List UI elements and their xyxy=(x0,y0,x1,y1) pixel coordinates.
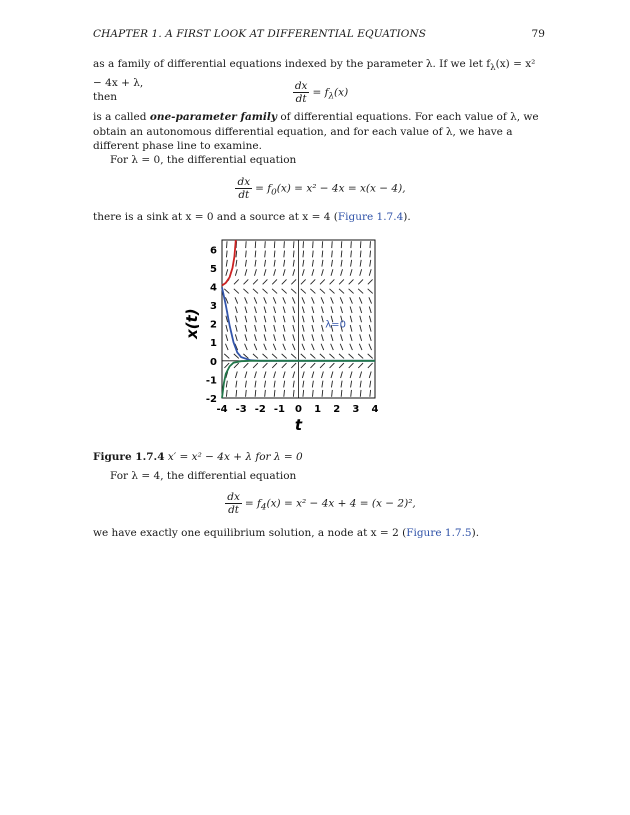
slope-segment xyxy=(350,316,352,323)
slope-segment xyxy=(339,279,344,284)
x-tick-label: 3 xyxy=(352,404,360,415)
slope-segment xyxy=(293,325,295,332)
slope-segment xyxy=(224,354,229,359)
slope-segment xyxy=(274,334,276,341)
slope-segment xyxy=(350,306,352,313)
slope-segment xyxy=(272,279,277,284)
slope-segment xyxy=(321,371,323,378)
slope-segment xyxy=(293,306,295,313)
slope-segment xyxy=(321,306,323,313)
slope-segment xyxy=(310,363,315,368)
slope-segment xyxy=(274,251,275,258)
x-tick-label: 1 xyxy=(314,404,322,415)
slope-segment xyxy=(234,279,239,284)
slope-segment xyxy=(303,260,304,267)
slope-segment xyxy=(312,325,314,332)
slope-segment xyxy=(235,334,237,341)
slope-segment xyxy=(370,381,371,388)
slope-segment xyxy=(226,334,228,341)
slope-segment xyxy=(331,334,333,341)
slope-segment xyxy=(340,344,343,350)
slope-segment xyxy=(264,334,266,341)
slope-segment xyxy=(284,381,285,388)
x-tick-label: 0 xyxy=(295,404,302,415)
slope-segment xyxy=(264,269,266,276)
slope-segment xyxy=(236,260,237,267)
slope-segment xyxy=(360,316,362,323)
slope-segment xyxy=(320,289,325,294)
slope-segment xyxy=(255,390,256,397)
slope-segment xyxy=(235,371,237,378)
slope-segment xyxy=(369,306,371,313)
x-tick-label: -3 xyxy=(235,404,247,415)
x-tick-label: -4 xyxy=(216,404,228,415)
slope-segment xyxy=(263,289,268,294)
slope-segment xyxy=(310,289,315,294)
slope-segment xyxy=(283,306,285,313)
y-tick-label: 6 xyxy=(210,245,217,257)
slope-segment xyxy=(254,306,256,313)
slope-segment xyxy=(331,344,334,350)
slope-segment xyxy=(331,381,332,388)
slope-segment xyxy=(274,260,275,267)
slope-segment xyxy=(341,251,342,258)
slope-segment xyxy=(350,325,352,332)
slope-segment xyxy=(302,297,305,303)
slope-segment xyxy=(245,297,248,303)
slope-segment xyxy=(368,279,373,284)
paragraph-3: For λ = 0, the differential equation xyxy=(110,154,297,166)
slope-segment xyxy=(284,390,285,397)
slope-segment xyxy=(350,297,353,303)
x-tick-label: 2 xyxy=(333,404,341,415)
slope-segment xyxy=(245,325,247,332)
slope-segment xyxy=(293,371,295,378)
slope-segment xyxy=(264,371,266,378)
slope-segment xyxy=(331,260,332,267)
slope-segment xyxy=(263,354,268,359)
y-axis-label: x(t) xyxy=(183,308,201,339)
slope-segment xyxy=(224,289,229,294)
slope-segment xyxy=(369,316,371,323)
slope-segment xyxy=(291,354,296,359)
slope-segment xyxy=(264,325,266,332)
slope-segment xyxy=(255,325,257,332)
x-tick-label: -2 xyxy=(254,404,266,415)
slope-segment xyxy=(292,344,295,350)
slope-segment xyxy=(274,381,275,388)
slope-segment xyxy=(245,344,248,350)
slope-segment xyxy=(282,363,287,368)
paragraph-5: For λ = 4, the differential equation xyxy=(110,470,297,482)
slope-segment xyxy=(341,306,343,313)
slope-segment xyxy=(310,279,315,284)
slope-segment xyxy=(283,344,286,350)
x-tick-label: -1 xyxy=(273,404,285,415)
slope-segment xyxy=(350,371,352,378)
y-tick-label: 4 xyxy=(210,282,217,294)
slope-segment xyxy=(359,344,362,350)
slope-segment xyxy=(226,390,227,397)
slope-segment xyxy=(302,344,305,350)
slope-segment xyxy=(254,344,257,350)
slope-segment xyxy=(293,260,294,267)
slope-segment xyxy=(282,354,287,359)
slope-segment xyxy=(368,363,373,368)
slope-segment xyxy=(321,297,324,303)
slope-segment xyxy=(310,354,315,359)
solution-curve xyxy=(222,240,236,286)
slope-segment xyxy=(301,354,306,359)
slope-segment xyxy=(302,306,304,313)
slope-segment xyxy=(369,325,371,332)
slope-segment xyxy=(358,363,363,368)
slope-segment xyxy=(253,289,258,294)
slope-segment xyxy=(225,344,228,350)
slope-segment xyxy=(349,279,354,284)
slope-segment xyxy=(274,390,275,397)
slope-segment xyxy=(351,251,352,258)
slope-segment xyxy=(321,269,323,276)
slope-segment xyxy=(301,363,306,368)
slope-segment xyxy=(291,279,296,284)
slope-segment xyxy=(302,316,304,323)
slope-segment xyxy=(341,260,342,267)
slope-segment xyxy=(339,289,344,294)
slope-segment xyxy=(263,279,268,284)
slope-segment xyxy=(312,251,313,258)
slope-segment xyxy=(370,251,371,258)
slope-segment xyxy=(369,334,371,341)
slope-segment xyxy=(359,297,362,303)
slope-segment xyxy=(303,390,304,397)
slope-segment xyxy=(358,354,363,359)
slope-segment xyxy=(349,363,354,368)
x-tick-label: 4 xyxy=(371,404,379,415)
paragraph-2: is a called one-parameter family of differential equations. For each value of λ, we obtain an autonomous differential equation, and for each value of λ, we have a different phase line to examine. xyxy=(93,111,539,152)
slope-segment xyxy=(331,306,333,313)
slope-segment xyxy=(264,306,266,313)
y-tick-label: 5 xyxy=(210,263,217,275)
slope-segment xyxy=(341,269,343,276)
slope-segment xyxy=(360,260,361,267)
paragraph-6: we have exactly one equilibrium solution, a node at x = 2 (Figure 1.7.5). xyxy=(93,527,480,539)
slope-segment xyxy=(282,279,287,284)
slope-segment xyxy=(245,316,247,323)
slope-segment xyxy=(265,251,266,258)
slope-segment xyxy=(360,251,361,258)
slope-segment xyxy=(244,279,249,284)
slope-segment xyxy=(368,354,373,359)
slope-segment xyxy=(263,363,268,368)
y-tick-label: 3 xyxy=(210,301,217,313)
slope-segment xyxy=(303,251,304,258)
slope-segment xyxy=(369,269,371,276)
slope-segment xyxy=(301,279,306,284)
slope-segment xyxy=(235,306,237,313)
slope-segment xyxy=(283,297,286,303)
figure-link-1-7-5[interactable]: Figure 1.7.5 xyxy=(406,527,472,539)
slope-segment xyxy=(351,260,352,267)
figure-link-1-7-4[interactable]: Figure 1.7.4 xyxy=(337,211,404,223)
slope-segment xyxy=(350,344,353,350)
slope-segment xyxy=(282,289,287,294)
slope-segment xyxy=(312,269,314,276)
slope-segment xyxy=(350,334,352,341)
slope-segment xyxy=(244,363,249,368)
slope-segment xyxy=(246,251,247,258)
slope-segment xyxy=(265,381,266,388)
slope-segment xyxy=(320,279,325,284)
equation-2: $\frac{dx}{dt}$ = $f_0(x) = x^2 - 4x = x(x - 4)$, xyxy=(237,176,406,201)
slope-segment xyxy=(293,334,295,341)
slope-segment xyxy=(302,269,304,276)
slope-segment xyxy=(360,381,361,388)
slope-segment xyxy=(255,251,256,258)
slope-segment xyxy=(283,269,285,276)
slope-segment xyxy=(341,381,342,388)
slope-segment xyxy=(303,381,304,388)
slope-segment xyxy=(243,289,248,294)
caption-label: Figure 1.7.4 xyxy=(93,451,165,463)
slope-segment xyxy=(360,371,362,378)
slope-segment xyxy=(245,269,247,276)
slope-segment xyxy=(235,325,237,332)
y-tick-label: -1 xyxy=(205,375,217,387)
slope-segment xyxy=(283,371,285,378)
slope-segment xyxy=(312,306,314,313)
slope-segment xyxy=(312,390,313,397)
slope-segment xyxy=(320,354,325,359)
slope-segment xyxy=(320,363,325,368)
page-number: 79 xyxy=(531,28,545,40)
fraction-dxdt: $\frac{dx}{dt}$ xyxy=(294,80,308,105)
slope-segment xyxy=(312,297,315,303)
slope-segment xyxy=(293,316,295,323)
slope-segment xyxy=(272,354,277,359)
slope-segment xyxy=(265,260,266,267)
slope-segment xyxy=(322,381,323,388)
slope-segment xyxy=(273,297,276,303)
paragraph-1: as a family of differential equations indexed by the parameter λ. If we let $f_\lambda(x) = x^2 - 4x + \lambda$, then xyxy=(93,58,536,104)
slope-segment xyxy=(293,269,295,276)
slope-segment xyxy=(253,354,258,359)
slope-segment xyxy=(341,334,343,341)
slope-segment xyxy=(341,371,343,378)
chapter-title: CHAPTER 1. A FIRST LOOK AT DIFFERENTIAL EQUATIONS xyxy=(93,28,427,40)
phase-plot xyxy=(185,232,385,437)
slope-segment xyxy=(235,269,237,276)
slope-segment xyxy=(349,289,354,294)
slope-segment xyxy=(236,390,237,397)
slope-segment xyxy=(360,390,361,397)
slope-segment xyxy=(340,297,343,303)
slope-segment xyxy=(358,279,363,284)
slope-segment xyxy=(350,269,352,276)
slope-segment xyxy=(330,363,335,368)
slope-segment xyxy=(312,334,314,341)
slope-segment xyxy=(253,363,258,368)
slope-segment xyxy=(370,390,371,397)
slope-segment xyxy=(253,279,258,284)
slope-segment xyxy=(245,306,247,313)
slope-segment xyxy=(369,371,371,378)
slope-segment xyxy=(255,269,257,276)
slope-segment xyxy=(331,269,333,276)
slope-segment xyxy=(341,390,342,397)
slope-segment xyxy=(312,260,313,267)
slope-segment xyxy=(321,344,324,350)
slope-segment xyxy=(321,334,323,341)
equation-1: $\frac{dx}{dt}$ = $f_\lambda(x)$ xyxy=(294,80,349,105)
term-one-parameter-family: one-parameter family xyxy=(149,111,277,123)
slope-segment xyxy=(332,251,333,258)
slope-segment xyxy=(339,363,344,368)
slope-segment xyxy=(255,371,257,378)
plot-axes xyxy=(222,240,375,398)
lambda-annotation: λ=0 xyxy=(325,319,346,331)
slope-segment xyxy=(234,289,239,294)
slope-segment xyxy=(226,260,227,267)
slope-segment xyxy=(322,260,323,267)
y-tick-label: -2 xyxy=(205,394,217,405)
slope-segment xyxy=(322,251,323,258)
slope-segment xyxy=(351,381,352,388)
slope-segment xyxy=(312,371,314,378)
y-tick-label: 2 xyxy=(210,319,217,331)
caption-text: x′ = x² − 4x + λ for λ = 0 xyxy=(167,451,303,463)
slope-segment xyxy=(264,344,267,350)
slope-segment xyxy=(236,251,237,258)
slope-segment xyxy=(293,381,294,388)
slope-segment xyxy=(312,316,314,323)
slope-segment xyxy=(245,381,246,388)
slope-segment xyxy=(332,390,333,397)
slope-segment xyxy=(254,334,256,341)
slope-segment xyxy=(302,334,304,341)
slope-segment xyxy=(272,289,277,294)
slope-segment xyxy=(329,354,334,359)
slope-segment xyxy=(369,297,372,303)
slope-segment xyxy=(245,260,246,267)
slope-segment xyxy=(234,363,239,368)
y-tick-label: 0 xyxy=(210,356,217,368)
slope-segment xyxy=(339,354,344,359)
slope-segment xyxy=(329,289,334,294)
slope-segment xyxy=(255,260,256,267)
slope-segment xyxy=(292,297,295,303)
slope-segment xyxy=(291,363,296,368)
slope-segment xyxy=(293,390,294,397)
slope-segment xyxy=(322,316,324,323)
slope-segment xyxy=(312,344,315,350)
slope-segment xyxy=(274,306,276,313)
x-axis-label: t xyxy=(294,416,303,434)
slope-segment xyxy=(235,316,237,323)
running-header xyxy=(93,27,545,42)
slope-segment xyxy=(322,390,323,397)
slope-segment xyxy=(235,297,238,303)
figure-caption xyxy=(93,450,545,465)
slope-segment xyxy=(226,381,227,388)
slope-segment xyxy=(272,363,277,368)
slope-segment xyxy=(283,334,285,341)
slope-segment xyxy=(368,289,373,294)
slope-segment xyxy=(254,297,257,303)
slope-segment xyxy=(358,289,363,294)
paragraph-4: there is a sink at x = 0 and a source at x = 4 (Figure 1.7.4). xyxy=(93,211,411,223)
slope-segment xyxy=(283,325,285,332)
slope-segment xyxy=(293,251,294,258)
slope-segment xyxy=(291,289,296,294)
slope-segment xyxy=(360,334,362,341)
slope-segment xyxy=(245,371,247,378)
slope-segment xyxy=(274,371,276,378)
slope-segment xyxy=(264,297,267,303)
slope-segment xyxy=(226,269,228,276)
slope-segment xyxy=(284,260,285,267)
slope-segment xyxy=(246,390,247,397)
slope-segment xyxy=(273,344,276,350)
slope-segment xyxy=(331,297,334,303)
slope-segment xyxy=(226,251,227,258)
slope-segment xyxy=(369,344,372,350)
equation-3: $\frac{dx}{dt}$ = $f_4(x) = x^2 - 4x + 4 = (x - 2)^2$, xyxy=(227,491,416,516)
slope-segment xyxy=(370,260,371,267)
slope-segment xyxy=(255,316,257,323)
slope-segment xyxy=(265,390,266,397)
slope-segment xyxy=(245,334,247,341)
slope-segment xyxy=(331,371,333,378)
slope-segment xyxy=(274,316,276,323)
slope-segment xyxy=(274,269,276,276)
slope-segment xyxy=(302,371,304,378)
slope-segment xyxy=(255,381,256,388)
slope-segment xyxy=(264,316,266,323)
slope-segment xyxy=(349,354,354,359)
slope-segment xyxy=(274,325,276,332)
y-tick-label: 1 xyxy=(210,338,217,350)
slope-segment xyxy=(236,381,237,388)
slope-segment xyxy=(330,279,335,284)
slope-segment xyxy=(283,316,285,323)
slope-segment xyxy=(312,381,313,388)
slope-segment xyxy=(322,325,324,332)
slope-segment xyxy=(360,325,362,332)
slope-segment xyxy=(302,325,304,332)
slope-segment xyxy=(226,325,228,332)
slope-segment xyxy=(351,390,352,397)
slope-segment xyxy=(360,269,362,276)
slope-segment xyxy=(301,289,306,294)
slope-segment xyxy=(360,306,362,313)
slope-segment xyxy=(284,251,285,258)
